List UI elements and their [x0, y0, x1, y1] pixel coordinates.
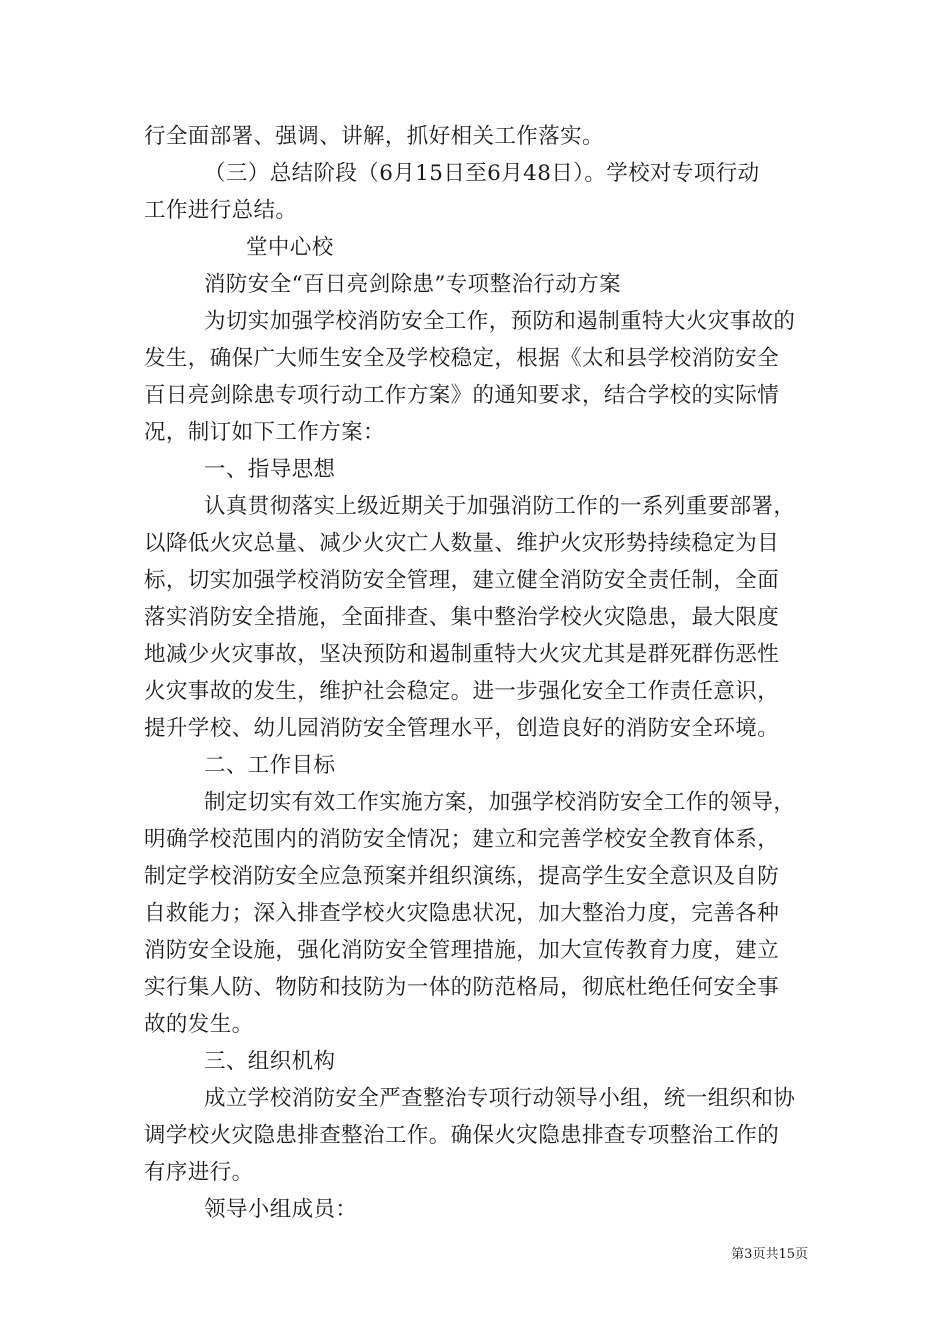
section-heading-guiding-thought: 一、指导思想 [204, 457, 336, 482]
body-line: 制定学校消防安全应急预案并组织演练，提高学生安全意识及自防 [144, 864, 780, 889]
body-line: 工作进行总结。 [144, 198, 298, 223]
paragraph-first-line: 成立学校消防安全严查整治专项行动领导小组，统一组织和协 [204, 1086, 796, 1111]
paragraph-first-line: 制定切实有效工作实施方案，加强学校消防安全工作的领导， [204, 790, 796, 815]
school-name: 堂中心校 [246, 235, 334, 260]
body-line: 标，切实加强学校消防安全管理，建立健全消防安全责任制，全面 [144, 568, 780, 593]
paragraph-first-line: 认真贯彻落实上级近期关于加强消防工作的一系列重要部署， [204, 494, 796, 519]
body-line: 有序进行。 [144, 1160, 254, 1185]
body-line: 明确学校范围内的消防安全情况；建立和完善学校安全教育体系， [144, 827, 780, 852]
body-line: 以降低火灾总量、减少火灾亡人数量、维护火灾形势持续稳定为目 [144, 531, 780, 556]
leadership-members-label: 领导小组成员： [204, 1197, 358, 1222]
body-line: 调学校火灾隐患排查整治工作。确保火灾隐患排查专项整治工作的 [144, 1123, 780, 1148]
body-line: 火灾事故的发生，维护社会稳定。进一步强化安全工作责任意识， [144, 679, 780, 704]
section-heading-organization: 三、组织机构 [204, 1049, 336, 1074]
body-line: 落实消防安全措施，全面排查、集中整治学校火灾隐患，最大限度 [144, 605, 780, 630]
section-heading-work-goals: 二、工作目标 [204, 753, 336, 778]
body-line: 消防安全设施，强化消防安全管理措施，加大宣传教育力度，建立 [144, 938, 780, 963]
body-line: 发生，确保广大师生安全及学校稳定，根据《太和县学校消防安全 [144, 346, 780, 371]
body-line: 实行集人防、物防和技防为一体的防范格局，彻底杜绝任何安全事 [144, 975, 780, 1000]
body-line: 提升学校、幼儿园消防安全管理水平，创造良好的消防安全环境。 [144, 716, 780, 741]
body-line: 百日亮剑除患专项行动工作方案》的通知要求，结合学校的实际情 [144, 383, 780, 408]
body-line: 况，制订如下工作方案： [144, 420, 385, 445]
body-line: 自救能力；深入排查学校火灾隐患状况，加大整治力度，完善各种 [144, 901, 780, 926]
document-title: 消防安全“百日亮剑除患”专项整治行动方案 [204, 272, 621, 297]
page-number: 第3页共15页 [731, 1247, 808, 1262]
stage-heading-line: （三）总结阶段（6月15日至6月48日）。学校对专项行动 [204, 161, 760, 186]
body-line: 地减少火灾事故，坚决预防和遏制重特大火灾尤其是群死群伤恶性 [144, 642, 780, 667]
body-line: 故的发生。 [144, 1012, 254, 1037]
body-line: 行全面部署、强调、讲解，抓好相关工作落实。 [144, 124, 604, 149]
paragraph-first-line: 为切实加强学校消防安全工作，预防和遏制重特大火灾事故的 [204, 309, 796, 334]
